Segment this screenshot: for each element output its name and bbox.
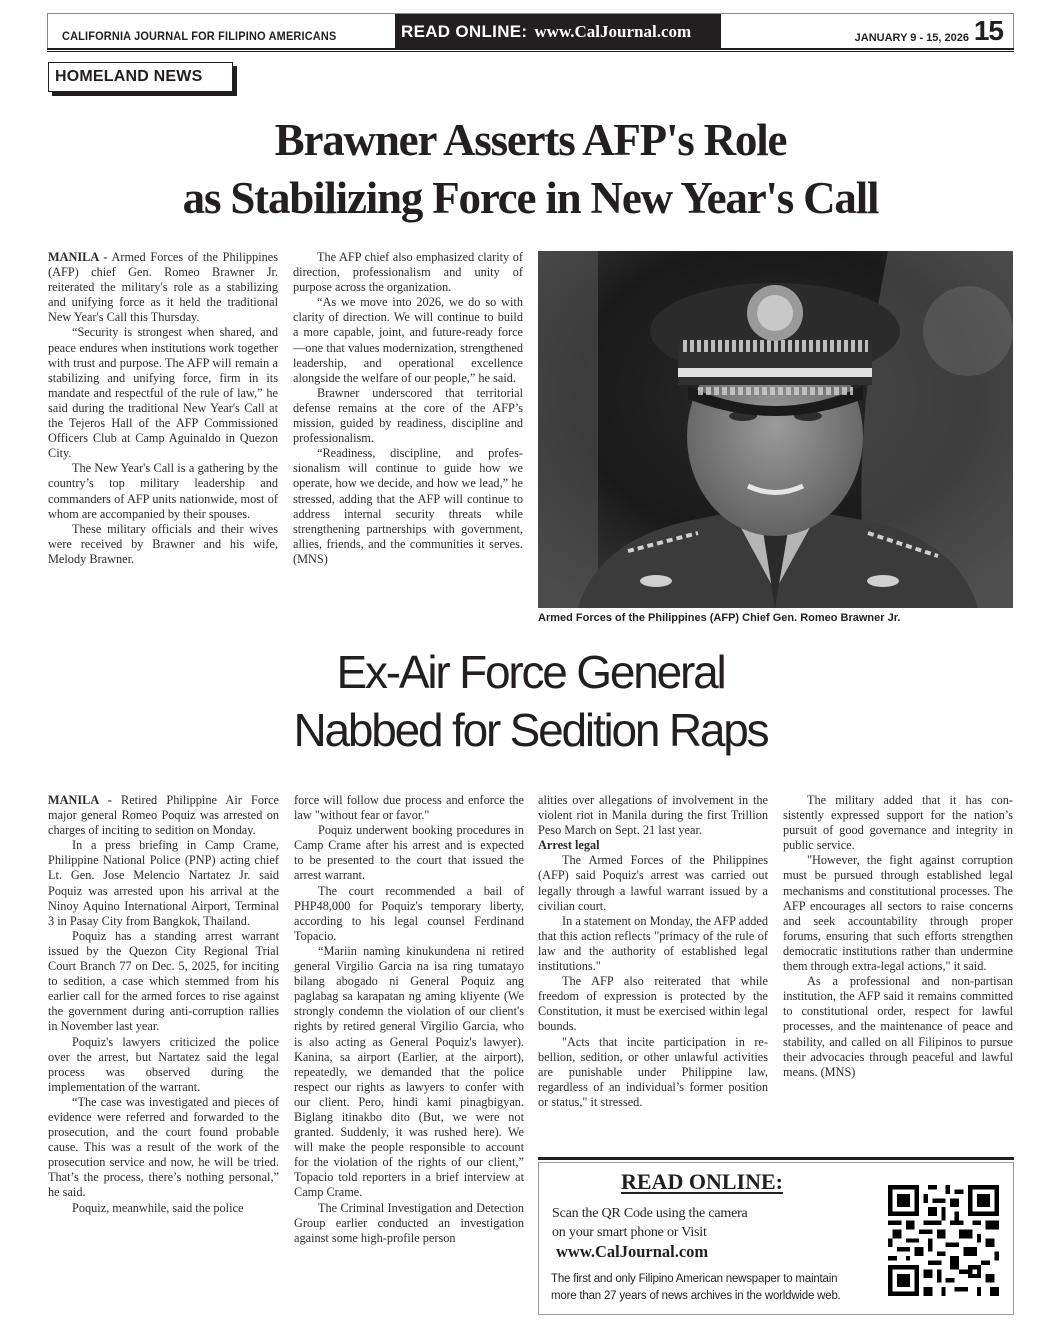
article2-paragraph: “Mariin naming kinukundena ni retired general Virgilio Garcia na isa ring tumatayo bilang abogado ni General Poquiz ang paglabag sa karapatan ng aming kliyente (We strongly condemn the violation of our client's rights by retired general Virgilio Garcia, who is also acting as General Poquiz's lawyer). Kanina, sa airport (Earlier, at the airport), repeatedly, we demanded that the police respect our rights as lawyers to confer with our client. Pero, hindi kami pinagbigyan. Biglang itinakbo dito (But, we were not granted. Suddenly, it was rushed here). We will make the people responsible to account for the violation of the rights of our client,” Topacio told reporters in a brief interview at Camp Crame. — [294, 943, 524, 1200]
article2-column-1 — [48, 793, 279, 1216]
paragraph-text: Armed Forces of the Philippines (AFP) chief Gen. Romeo Brawner Jr. reiterated the military's role as a stabilizing and unifying force as it held the traditional New Year's Call this Thursday. — [48, 250, 278, 325]
paragraph-text: Retired Philippine Air Force major general Romeo Poquiz was arrested on charges of inciting to sedition on Monday. — [48, 793, 280, 838]
article2-column-4 — [783, 793, 1013, 1080]
promo-instructions-line1: Scan the QR Code using the camera — [552, 1206, 748, 1221]
article2-paragraph: Poquiz's lawyers criticized the police over the arrest, but Nartatez said the legal process was observed during the implementation of the warrant. — [48, 1034, 279, 1094]
photo-caption: Armed Forces of the Philippines (AFP) Chief Gen. Romeo Brawner Jr. — [538, 612, 901, 624]
article2-dateline: MANILA - — [48, 793, 112, 807]
article2-paragraph: In a press briefing in Camp Crame, Philippine National Police (PNP) acting chief Lt. Gen. Jose Melencio Nartatez Jr. said Poquiz was arrested upon his arrival at the Ninoy Aquino International Airport, Terminal 3 in Pasay City from Bangkok, Thailand. — [48, 838, 279, 928]
promo-title: READ ONLINE: — [621, 1169, 783, 1194]
portrait-photo — [538, 251, 1013, 608]
article2-headline-line1: Ex-Air Force General — [336, 646, 725, 698]
article2-headline — [47, 643, 1014, 759]
promo-description — [551, 1271, 886, 1305]
article1-paragraph: These military officials and their wives were received by Brawner and his wife, Melody Brawner. — [48, 521, 278, 566]
article1-paragraph: The New Year's Call is a gathering by the country’s top military leadership and commanders of AFP units nationwide, most of whom are accompanied by their spouses. — [48, 461, 278, 521]
article1-headline-line1: Brawner Asserts AFP's Role — [274, 115, 787, 165]
article2-paragraph: The Armed Forces of the Philippines (AFP) said Poquiz's arrest was carried out legally through a lawful warrant issued by a civilian court. — [538, 853, 768, 913]
article2-paragraph: The Criminal Investigation and Detection Group earlier conducted an investigation against some high-profile person — [294, 1200, 524, 1245]
section-label: HOMELAND NEWS — [48, 62, 233, 92]
article1-paragraph: “Readiness, discipline, and professionalism will continue to guide how we operate, how we decide, and how we lead,” he stressed, adding that the AFP will continue to address internal security threats while strengthening partnerships with government, allies, friends, and the communities it serves. (MNS) — [293, 446, 523, 566]
read-online-url[interactable]: www.CalJournal.com — [534, 21, 692, 41]
masthead — [47, 13, 1014, 49]
read-online-promo — [538, 1162, 1014, 1315]
article1-paragraph: Brawner underscored that territorial defense remains at the core of the AFP’s mission, guided by readiness, discipline and professionalism. — [293, 385, 523, 446]
read-online-banner[interactable] — [395, 14, 721, 49]
article2-paragraph: Poquiz, meanwhile, said the police — [72, 1200, 244, 1215]
article2-subhead: Arrest legal — [538, 838, 600, 853]
officer-portrait-image — [538, 251, 1013, 608]
article2-paragraph: “The case was investigated and pieces of evidence were referred and forwarded to the prosecution, and the court found probable cause. This was a result of the work of the prosecution service and now, he will be tried. That’s the process, there’s nothing personal,” he said. — [48, 1094, 279, 1200]
promo-description-line1: The first and only Filipino American newspaper to maintain — [551, 1273, 838, 1285]
qr-code-graphic — [888, 1185, 999, 1296]
article1-paragraph: The AFP chief also emphasized clarity of direction, professionalism and unity of purpose across the organization. — [293, 250, 523, 295]
article2-paragraph: As a professional and non-partisan institution, the AFP said it remains committed to constitutional order, respect for lawful processes, and the maintenance of peace and stability, and called on all Filipinos to pursue their advocacies through peaceful and lawful means. (MNS) — [783, 974, 1013, 1079]
article1-paragraph — [48, 250, 278, 325]
publication-name: CALIFORNIA JOURNAL FOR FILIPINO AMERICANS — [62, 31, 337, 43]
promo-description-line2: more than 27 years of news archives in the worldwide web. — [551, 1290, 841, 1302]
article2-paragraph: The court recommended a bail of PHP48,000 for Poquiz's temporary liberty, according to his legal counsel Ferdinand Topacio. — [294, 883, 524, 943]
article1-paragraph: “As we move into 2026, we do so with clarity of direction. We will continue to build a more capable, joint, and future-ready force—one that values modernization, strengthened leadership, and operational excellence alongside the welfare of our people,” he said. — [293, 295, 523, 385]
article2-paragraph: "However, the fight against corruption must be pursued through established legal mechanisms and constitutional processes. The AFP encourages all sectors to raise concerns and seek accountability through proper forums, ensuring that such efforts strengthen democratic institutions rather than undermine them through extra-legal actions," it said. — [783, 853, 1013, 974]
article2-column-3 — [538, 793, 768, 1110]
promo-instructions — [552, 1204, 872, 1242]
article2-paragraph-continued: force will follow due process and enforce the law "without fear or favor." — [294, 793, 524, 823]
article2-paragraph: The AFP also reiterated that while freedom of expression is protected by the Constitution, it must be exercised within legal bounds. — [538, 974, 768, 1034]
masthead-divider — [47, 48, 1014, 52]
article2-paragraph-continued: alities over allegations of involvement in the violent riot in Manila during the first Trillion Peso March on Sept. 21 last year. — [538, 793, 768, 838]
issue-date: JANUARY 9 - 15, 2026 — [854, 32, 969, 44]
promo-website-link[interactable]: www.CalJournal.com — [556, 1242, 709, 1261]
article2-headline-line2: Nabbed for Sedition Raps — [293, 704, 768, 756]
article2-paragraph: "Acts that incite participation in rebellion, sedition, or other unlawful activities are punishable under Philippine law, regardless of an individual’s former position or status," it stressed. — [538, 1034, 768, 1109]
article1-column-1 — [48, 250, 278, 567]
article1-paragraph: “Security is strongest when shared, and peace endures when institutions work together with trust and purpose. The AFP will remain a stabilizing and unifying force, firm in its mandate and respectful of the rule of law,” he said during the traditional New Year's Call at the Tejeros Hall of the AFP Commissioned Officers Club at Camp Aguinaldo in Quezon City. — [48, 325, 278, 461]
article1-headline-line2: as Stabilizing Force in New Year's Call — [182, 173, 879, 223]
article2-paragraph: Poquiz has a standing arrest warrant issued by the Quezon City Regional Trial Court Branch 77 on Dec. 5, 2025, for inciting to sedition, a case which stemmed from his earlier call for the armed forces to rise against the government during anti-corruption rallies in November last year. — [48, 928, 279, 1034]
article2-paragraph: The military added that it has consistently expressed support for the nation’s pursuit of good governance and integrity in public service. — [783, 793, 1013, 853]
qr-code-icon[interactable] — [888, 1185, 999, 1296]
article2-paragraph: In a statement on Monday, the AFP added that this action reflects "primacy of the rule of law and the authority of established legal institutions." — [538, 913, 768, 974]
article1-headline — [47, 111, 1014, 227]
promo-instructions-line2: on your smart phone or Visit — [552, 1225, 707, 1240]
article1-column-2 — [293, 250, 523, 567]
article2-column-2 — [294, 793, 524, 1246]
promo-divider — [538, 1157, 1014, 1160]
article2-paragraph: Poquiz underwent booking procedures in Camp Crame after his arrest and is expected to be presented to the court that issued the arrest warrant. — [294, 823, 524, 883]
article1-dateline: MANILA - — [48, 250, 108, 264]
page-number: 15 — [973, 15, 1003, 46]
read-online-label: READ ONLINE: — [401, 21, 528, 41]
article2-paragraph — [48, 793, 279, 838]
